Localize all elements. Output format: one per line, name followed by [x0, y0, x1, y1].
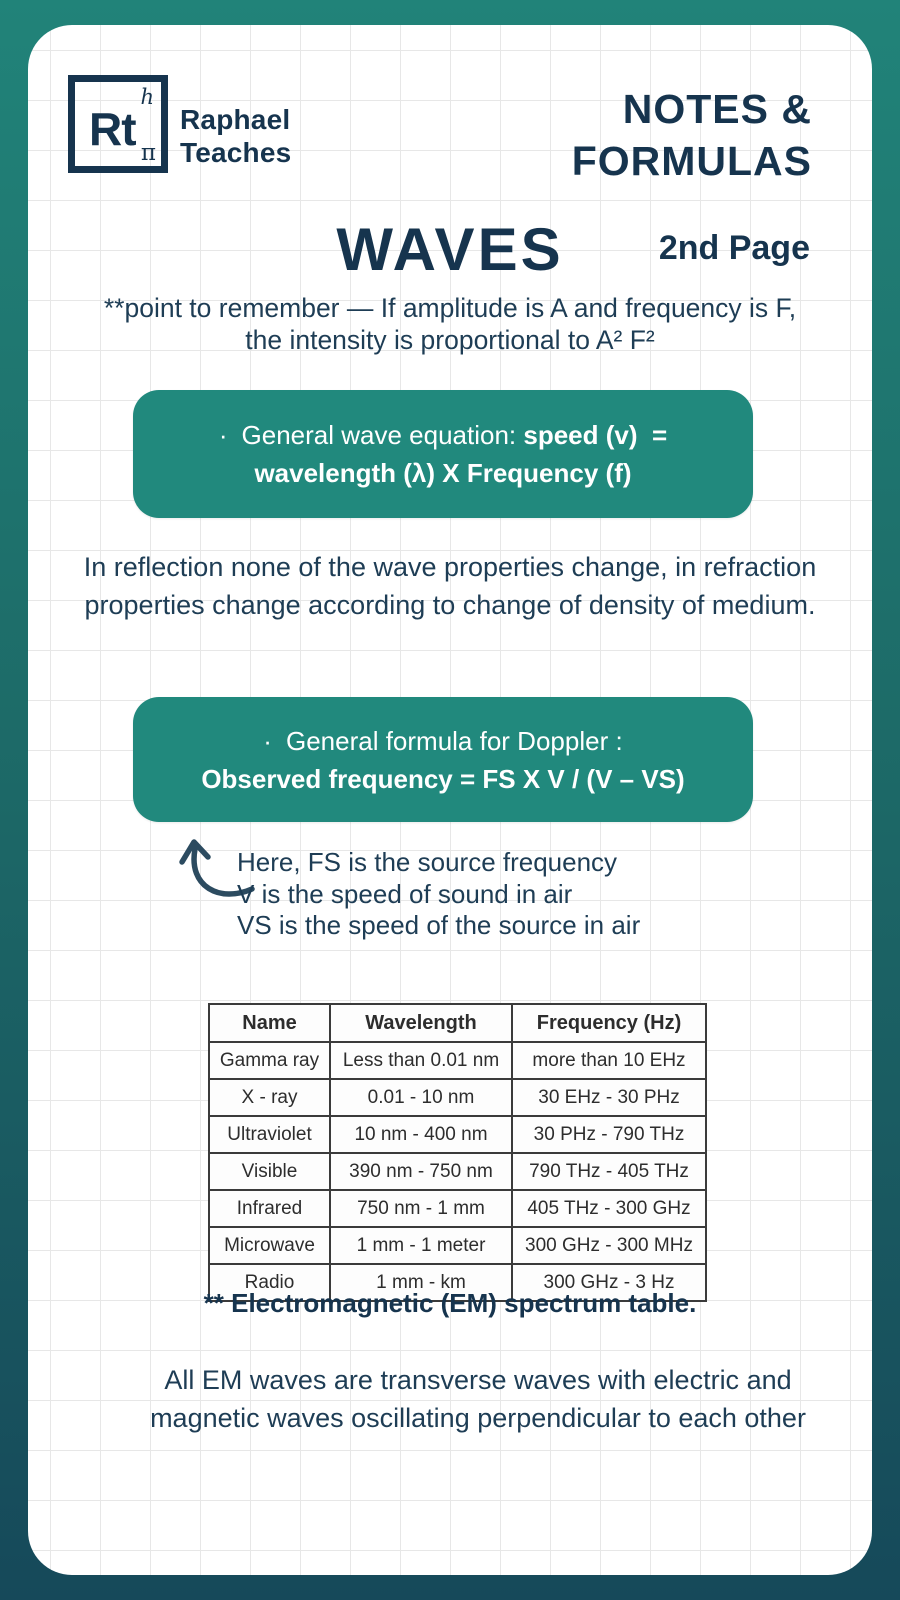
- remember-line2: the intensity is proportional to A² F²: [245, 325, 655, 355]
- cell-name: Infrared: [209, 1190, 330, 1227]
- reflection-paragraph: In reflection none of the wave properties change, in refraction properties change according to change of density of medium.: [83, 552, 817, 620]
- logo-rt-symbol: Rt: [89, 103, 136, 155]
- header-line2: FORMULAS: [571, 138, 812, 185]
- table-row: [209, 1116, 706, 1153]
- wave-equation-line2: wavelength (λ) X Frequency (f): [254, 458, 632, 488]
- doppler-formula: Observed frequency = FS X V / (V – VS): [201, 763, 685, 794]
- cell-name: Gamma ray: [209, 1042, 330, 1079]
- table-row: [209, 1042, 706, 1079]
- page-number-label: 2nd Page: [658, 229, 810, 267]
- brand-name-line2: Teaches: [180, 137, 292, 169]
- notes-card: [28, 25, 872, 1575]
- header-wavelength: Wavelength: [330, 1004, 512, 1042]
- closing-paragraph: All EM waves are transverse waves with electric and magnetic waves oscillating perpendicular to each other: [150, 1365, 806, 1433]
- doppler-variable-notes: [237, 847, 640, 942]
- bullet-dot: ·: [218, 420, 228, 450]
- cell-frequency: 405 THz - 300 GHz: [512, 1190, 706, 1227]
- cell-wavelength: 390 nm - 750 nm: [330, 1153, 512, 1190]
- doppler-note-line1: Here, FS is the source frequency: [237, 847, 618, 877]
- wave-equation-prefix: General wave equation:: [241, 420, 524, 450]
- cell-name: Radio: [209, 1264, 330, 1301]
- cell-wavelength: 1 mm - 1 meter: [330, 1227, 512, 1264]
- table-row: [209, 1227, 706, 1264]
- doppler-note-line3: VS is the speed of the source in air: [237, 910, 641, 941]
- cell-frequency: 790 THz - 405 THz: [512, 1153, 706, 1190]
- table-row: [209, 1153, 706, 1190]
- wave-equation-line1: [133, 416, 753, 454]
- doppler-formula-box: [133, 697, 753, 822]
- cell-wavelength: 750 nm - 1 mm: [330, 1190, 512, 1227]
- wave-equation-box: [133, 390, 753, 518]
- logo-h-symbol: h: [140, 85, 154, 109]
- cell-wavelength: Less than 0.01 nm: [330, 1042, 512, 1079]
- cell-wavelength: 0.01 - 10 nm: [330, 1079, 512, 1116]
- table-row: [209, 1079, 706, 1116]
- doppler-label: General formula for Doppler :: [285, 725, 623, 756]
- remember-line1: **point to remember — If amplitude is A and frequency is F,: [103, 293, 797, 323]
- page-title: WAVES: [336, 216, 564, 283]
- cell-name: Visible: [209, 1153, 330, 1190]
- em-table-header: [209, 1004, 706, 1042]
- cell-frequency: 30 EHz - 30 PHz: [512, 1079, 706, 1116]
- table-row: [209, 1190, 706, 1227]
- header-frequency: Frequency (Hz): [512, 1004, 706, 1042]
- cell-wavelength: 10 nm - 400 nm: [330, 1116, 512, 1153]
- brand-name: [180, 103, 291, 169]
- table-caption: ** Electromagnetic (EM) spectrum table.: [203, 1288, 697, 1318]
- wave-equation-bold: speed (v) =: [523, 420, 668, 450]
- doppler-note-line2: V is the speed of sound in air: [237, 878, 573, 909]
- bullet-dot: ·: [263, 725, 272, 756]
- cell-name: Ultraviolet: [209, 1116, 330, 1153]
- table-header-row: [209, 1004, 706, 1042]
- cell-frequency: 300 GHz - 3 Hz: [512, 1264, 706, 1301]
- em-spectrum-table: [208, 1003, 707, 1302]
- em-table-body: [209, 1042, 706, 1301]
- doppler-line1: [133, 722, 753, 760]
- cell-frequency: more than 10 EHz: [512, 1042, 706, 1079]
- brand-logo: [68, 75, 168, 173]
- brand-name-line1: Raphael: [180, 104, 291, 135]
- cell-frequency: 300 GHz - 300 MHz: [512, 1227, 706, 1264]
- cell-name: Microwave: [209, 1227, 330, 1264]
- page-header: [572, 83, 812, 187]
- point-to-remember: [28, 292, 872, 356]
- cell-frequency: 30 PHz - 790 THz: [512, 1116, 706, 1153]
- header-name: Name: [209, 1004, 330, 1042]
- header-line1: NOTES &: [622, 86, 812, 132]
- logo-pi-symbol: π: [140, 140, 156, 166]
- cell-wavelength: 1 mm - km: [330, 1264, 512, 1301]
- cell-name: X - ray: [209, 1079, 330, 1116]
